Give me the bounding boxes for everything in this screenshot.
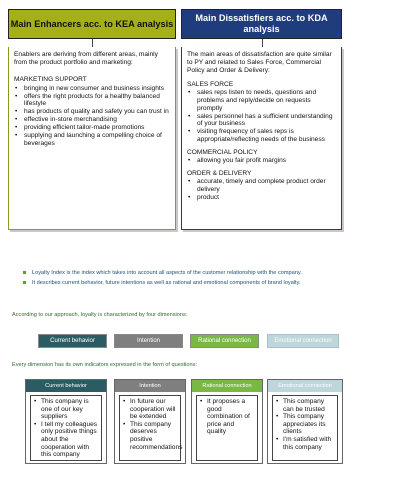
list-item: • bringing in new consumer and business insights <box>24 85 171 93</box>
list-item: • supplying and launching a compelling choice of beverages <box>24 132 171 148</box>
loyalty-index-note: Loyalty Index is the index which takes into account all aspects of the customer relationship with the company. <box>23 270 302 277</box>
card-title: Rational connection <box>192 380 262 392</box>
marketing-support-title: MARKETING SUPPORT <box>14 76 87 84</box>
dimension-intention: Intention <box>114 334 183 348</box>
list-item: • I tell my colleagues only positive things about the cooperation with this company <box>41 421 99 459</box>
card-current-behavior <box>25 379 107 464</box>
dissatisfiers-column <box>181 9 342 230</box>
header-connector <box>181 39 342 47</box>
dimensions-caption: According to our approach, loyalty is characterized by four dimensions: <box>12 312 188 318</box>
card-body <box>119 395 181 461</box>
list-item: • This company appreciates its clients <box>283 413 335 436</box>
card-body <box>196 395 258 461</box>
list-item: • This company can be trusted <box>283 398 335 413</box>
card-emotional-connection <box>267 379 343 464</box>
list-item: • This company is one of our key suppliers <box>41 398 99 421</box>
commercial-policy-list <box>182 157 341 165</box>
list-item: • In future our cooperation will be extended <box>130 398 178 421</box>
list-item: • allowing you fair profit margins <box>197 157 337 165</box>
bullet-icon <box>23 271 26 274</box>
enhancers-panel <box>8 47 176 230</box>
card-rational-connection <box>191 379 263 464</box>
list-item: • accurate, timely and complete product order delivery <box>197 178 337 194</box>
dissatisfiers-header: Main Dissatisfiers acc. to KDA analysis <box>181 9 342 39</box>
list-item: • product <box>197 194 337 202</box>
commercial-policy-title: COMMERCIAL POLICY <box>187 149 258 157</box>
dimension-rational-connection: Rational connection <box>190 334 259 348</box>
sales-force-list <box>182 89 341 144</box>
enhancers-column <box>8 9 176 230</box>
card-title: Current behavior <box>26 380 106 392</box>
card-title: Intention <box>115 380 185 392</box>
order-delivery-title: ORDER & DELIVERY <box>187 170 252 178</box>
list-item: • I'm satisfied with this company <box>283 436 335 451</box>
dissatisfiers-intro: The main areas of dissatisfaction are quite similar to PY and related to Sales Force, Commercial Policy and Order & Delivery: <box>187 51 332 75</box>
order-delivery-list <box>182 178 341 202</box>
loyalty-description-note: It describes current behavior, future intentions as well as rational and emotional components of brand loyalty. <box>23 280 301 287</box>
card-body <box>30 395 102 461</box>
marketing-support-list <box>9 85 175 148</box>
list-item: • effective in-store merchandising <box>24 116 171 124</box>
list-item: • This company deserves positive recommendations <box>130 421 178 451</box>
list-item: • It proposes a good combination of price and quality <box>207 398 255 436</box>
card-intention <box>114 379 186 464</box>
list-item: • visiting frequency of sales reps is appropriate/reflecting needs of the business <box>197 128 337 144</box>
list-item: • sales personnel has a sufficient understanding of your business <box>197 113 337 129</box>
enhancers-intro: Enablers are deriving from different areas, mainly from the product portfolio and marketing: <box>14 51 158 67</box>
list-item: • offers the right products for a healthy balanced lifestyle <box>24 93 171 109</box>
indicators-caption: Every dimension has its own indicators expressed in the form of questions: <box>12 362 197 368</box>
list-item: • sales reps listen to needs, questions and problems and reply/decide on requests promptly <box>197 89 337 113</box>
bullet-icon <box>23 281 26 284</box>
enhancers-header: Main Enhancers acc. to KEA analysis <box>8 9 176 39</box>
card-title: Emotional connection <box>268 380 342 392</box>
sales-force-title: SALES FORCE <box>187 80 234 88</box>
list-item: • providing efficient tailor-made promotions <box>24 124 171 132</box>
card-body <box>272 395 338 461</box>
dissatisfiers-panel <box>181 47 342 230</box>
dimension-current-behavior: Current behavior <box>38 334 107 348</box>
header-connector <box>8 39 176 47</box>
list-item: • has products of quality and safety you can trust in <box>24 108 171 116</box>
dimension-emotional-connection: Emotional connection <box>267 334 339 348</box>
